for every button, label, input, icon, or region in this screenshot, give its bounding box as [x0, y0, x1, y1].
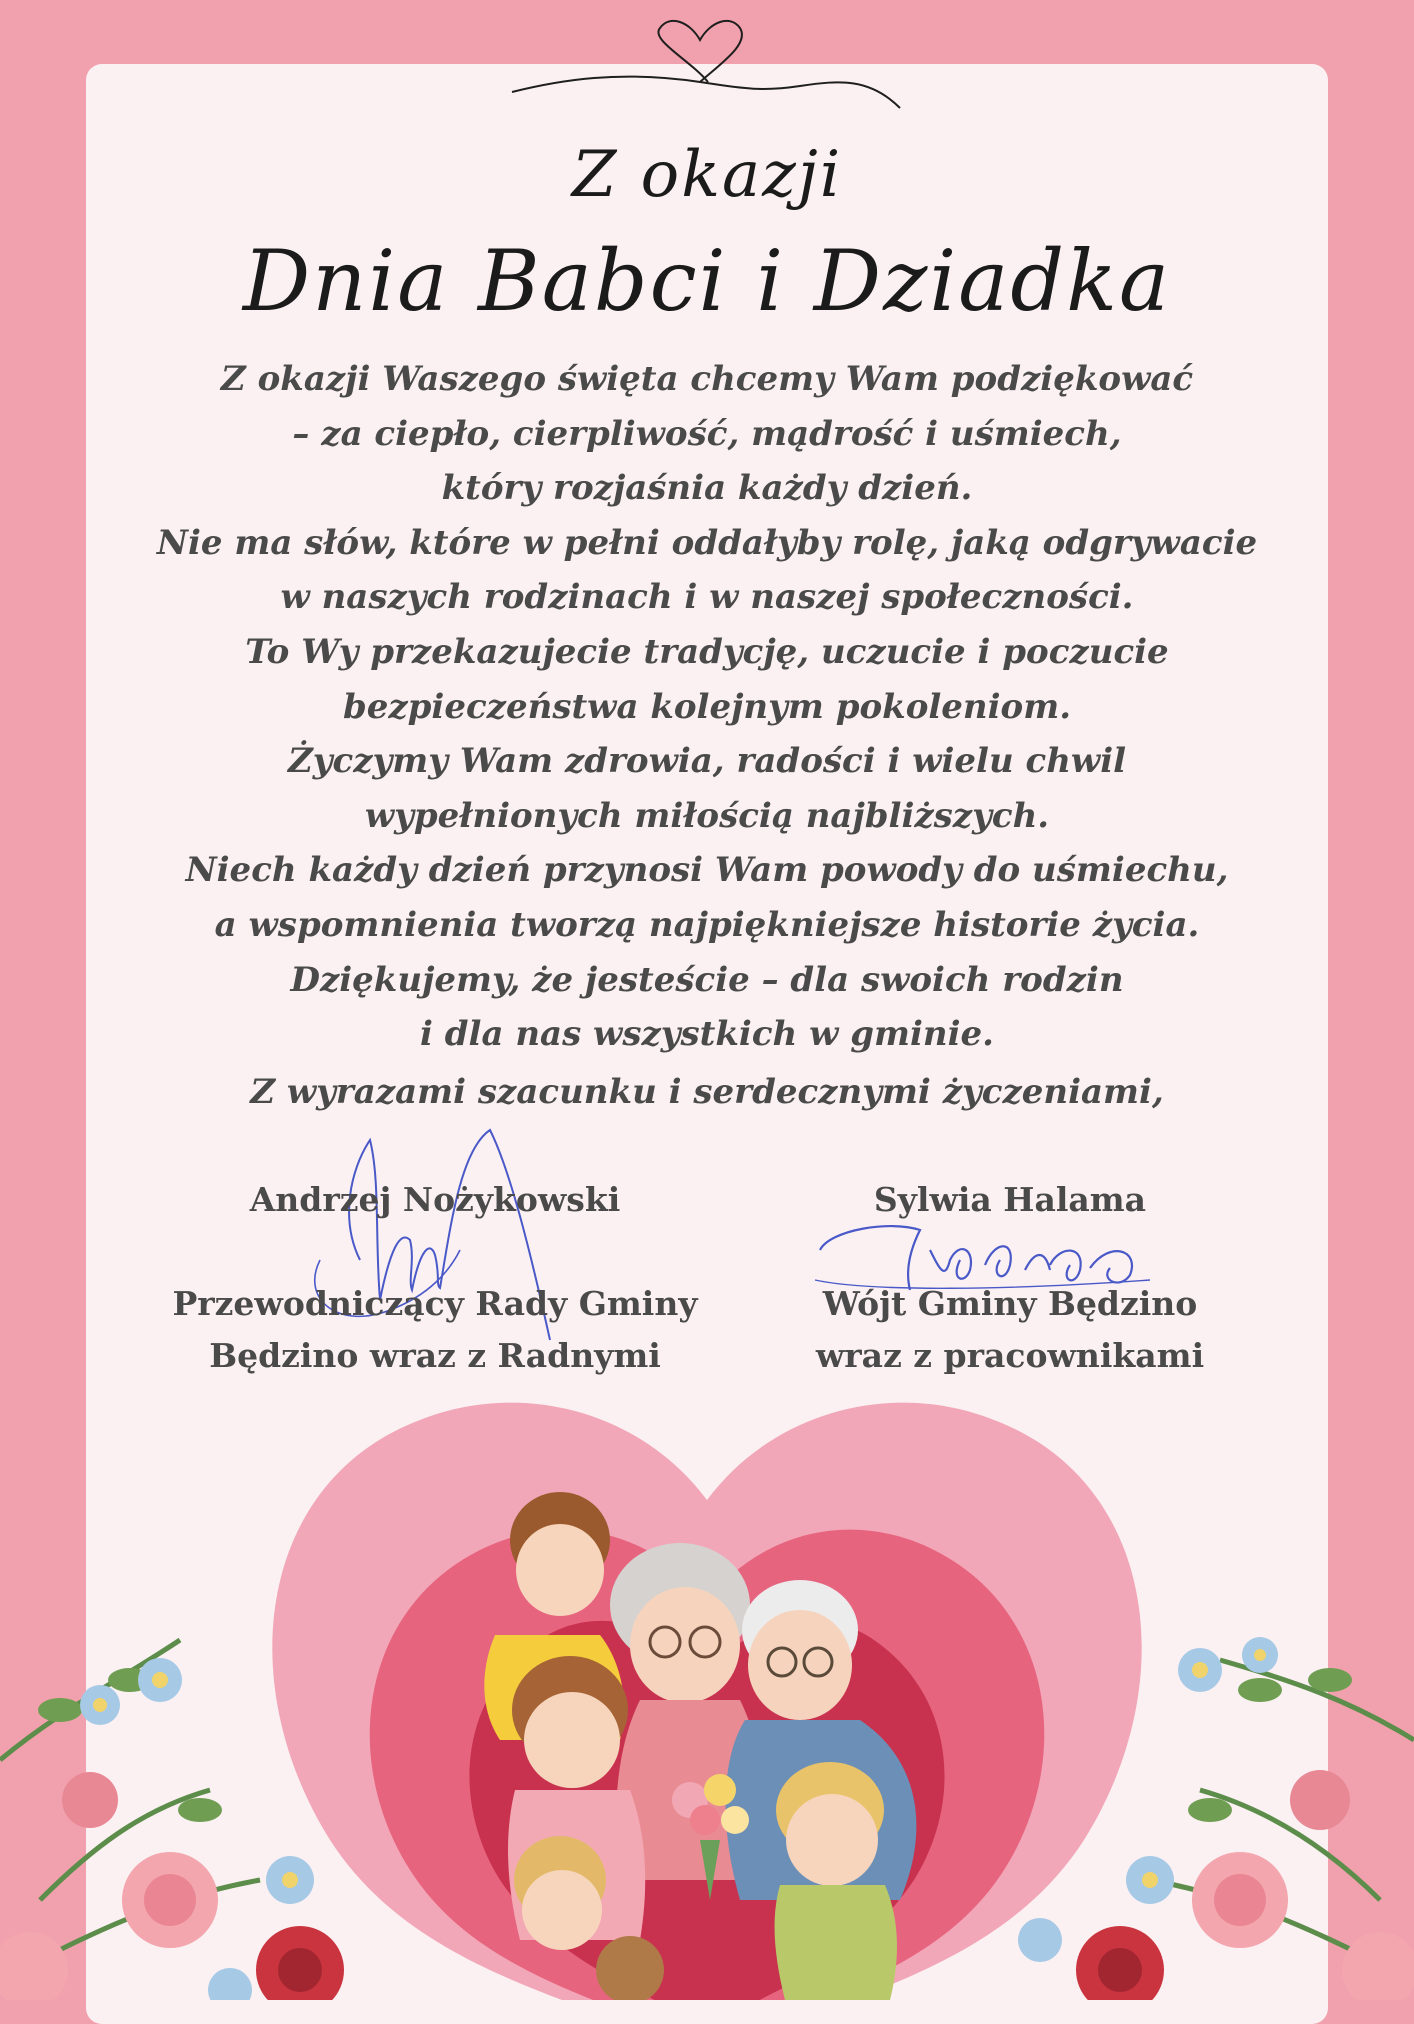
letter-line: Życzymy Wam zdrowia, radości i wielu chwil	[287, 741, 1127, 782]
letter-body	[140, 352, 1274, 1062]
letter-line: Niech każdy dzień przynosi Wam powody do uśmiechu,	[185, 850, 1229, 891]
signatory-role: Wójt Gminy Będzino	[822, 1284, 1198, 1323]
letter-line: Nie ma słów, które w pełni oddałyby rolę, jaką odgrywacie	[156, 522, 1258, 563]
letter-line: – za ciepło, cierpliwość, mądrość i uśmiech,	[292, 413, 1122, 454]
letter-line: w naszych rodzinach i w naszej społeczności.	[280, 577, 1134, 618]
signatory-name: Sylwia Halama	[873, 1180, 1147, 1219]
signatory-role: Przewodniczący Rady Gminy	[172, 1284, 698, 1323]
letter-line: wypełnionych miłością najbliższych.	[364, 795, 1050, 836]
letter-line: Dziękujemy, że jesteście – dla swoich rodzin	[290, 959, 1124, 1000]
signatory-role: wraz z pracownikami	[815, 1336, 1205, 1375]
signatory-role: Będzino wraz z Radnymi	[209, 1336, 661, 1375]
family-illustration	[0, 1380, 1414, 2000]
title-line-1: Z okazji	[571, 138, 843, 212]
heart-flourish-icon	[0, 0, 1414, 140]
letter-line: Z okazji Waszego święta chcemy Wam podziękować	[220, 359, 1194, 399]
signatory-name: Andrzej Nożykowski	[249, 1180, 621, 1219]
letter-line: który rozjaśnia każdy dzień.	[441, 468, 973, 509]
closing-line: Z wyrazami szacunku i serdecznymi życzeniami,	[250, 1072, 1164, 1112]
signatory-left	[140, 1180, 730, 1380]
signatory-right	[780, 1180, 1240, 1380]
letter-line: a wspomnienia tworzą najpiękniejsze historie życia.	[214, 904, 1200, 945]
letter-line: To Wy przekazujecie tradycję, uczucie i poczucie	[245, 631, 1169, 672]
title-line-2: Dnia Babci i Dziadka	[242, 232, 1172, 330]
letter-line: bezpieczeństwa kolejnym pokoleniom.	[342, 686, 1072, 727]
letter-line: i dla nas wszystkich w gminie.	[420, 1014, 994, 1055]
